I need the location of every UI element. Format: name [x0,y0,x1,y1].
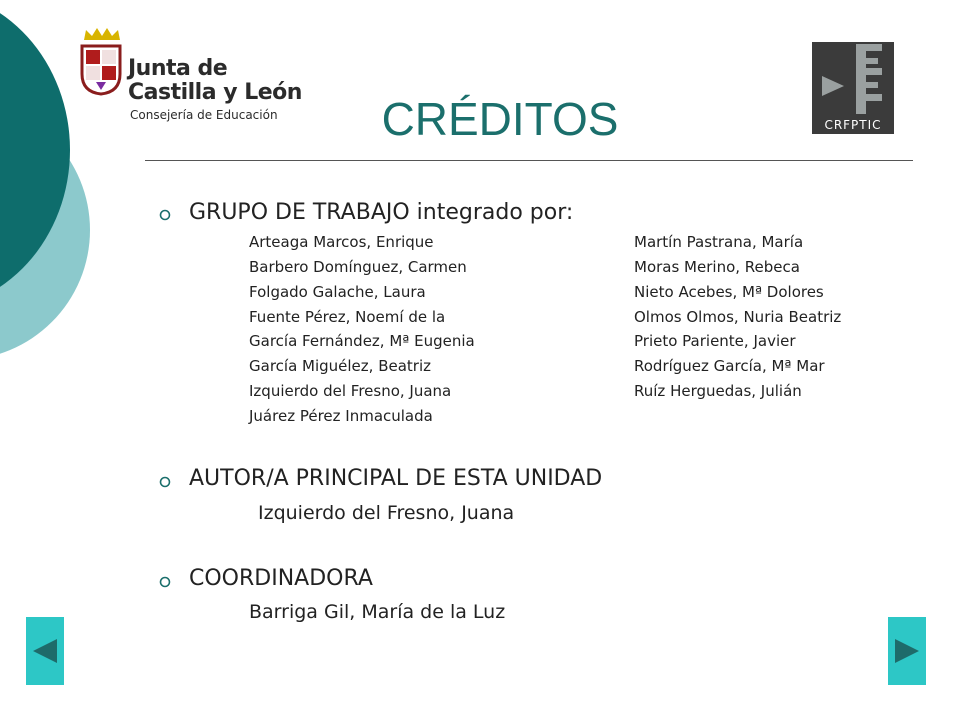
section-heading-grupo: GRUPO DE TRABAJO integrado por: [189,200,574,225]
member-left: Fuente Pérez, Noemí de la [249,308,446,326]
coat-of-arms-icon [80,44,122,96]
member-left: Juárez Pérez Inmaculada [249,407,433,425]
next-slide-button[interactable] [888,617,926,685]
autor-name: Izquierdo del Fresno, Juana [258,502,515,524]
bullet-ring-icon [159,209,171,221]
page-title: CRÉDITOS [381,93,619,145]
previous-slide-button[interactable] [26,617,64,685]
member-right: Martín Pastrana, María [634,233,804,251]
member-right: Olmos Olmos, Nuria Beatriz [634,308,842,326]
logo-line-3: Consejería de Educación [130,108,278,122]
logo-line-2: Castilla y León [128,80,302,105]
bullet-ring-icon [159,476,171,488]
member-right: Ruíz Herguedas, Julián [634,382,802,400]
bullet-ring-icon [159,576,171,588]
coordinadora-name: Barriga Gil, María de la Luz [249,601,506,623]
triangle-left-icon [31,637,59,665]
crfp-label: CRFPTIC [824,118,882,132]
jcyl-logo [78,26,308,126]
member-right: Rodríguez García, Mª Mar [634,357,825,375]
crown-icon [82,26,122,42]
member-left: Folgado Galache, Laura [249,283,426,301]
member-left: Arteaga Marcos, Enrique [249,233,434,251]
member-right: Prieto Pariente, Javier [634,332,796,350]
crfp-logo [812,42,894,134]
section-heading-coordinadora: COORDINADORA [189,566,373,591]
member-right: Moras Merino, Rebeca [634,258,800,276]
member-right: Nieto Acebes, Mª Dolores [634,283,824,301]
member-left: Izquierdo del Fresno, Juana [249,382,452,400]
member-left: García Fernández, Mª Eugenia [249,332,475,350]
crfp-emblem-icon [812,42,894,118]
member-left: Barbero Domínguez, Carmen [249,258,467,276]
section-heading-autor: AUTOR/A PRINCIPAL DE ESTA UNIDAD [189,466,603,491]
triangle-right-icon [893,637,921,665]
logo-line-1: Junta de [128,56,228,81]
member-left: García Miguélez, Beatriz [249,357,431,375]
title-divider [145,160,913,161]
